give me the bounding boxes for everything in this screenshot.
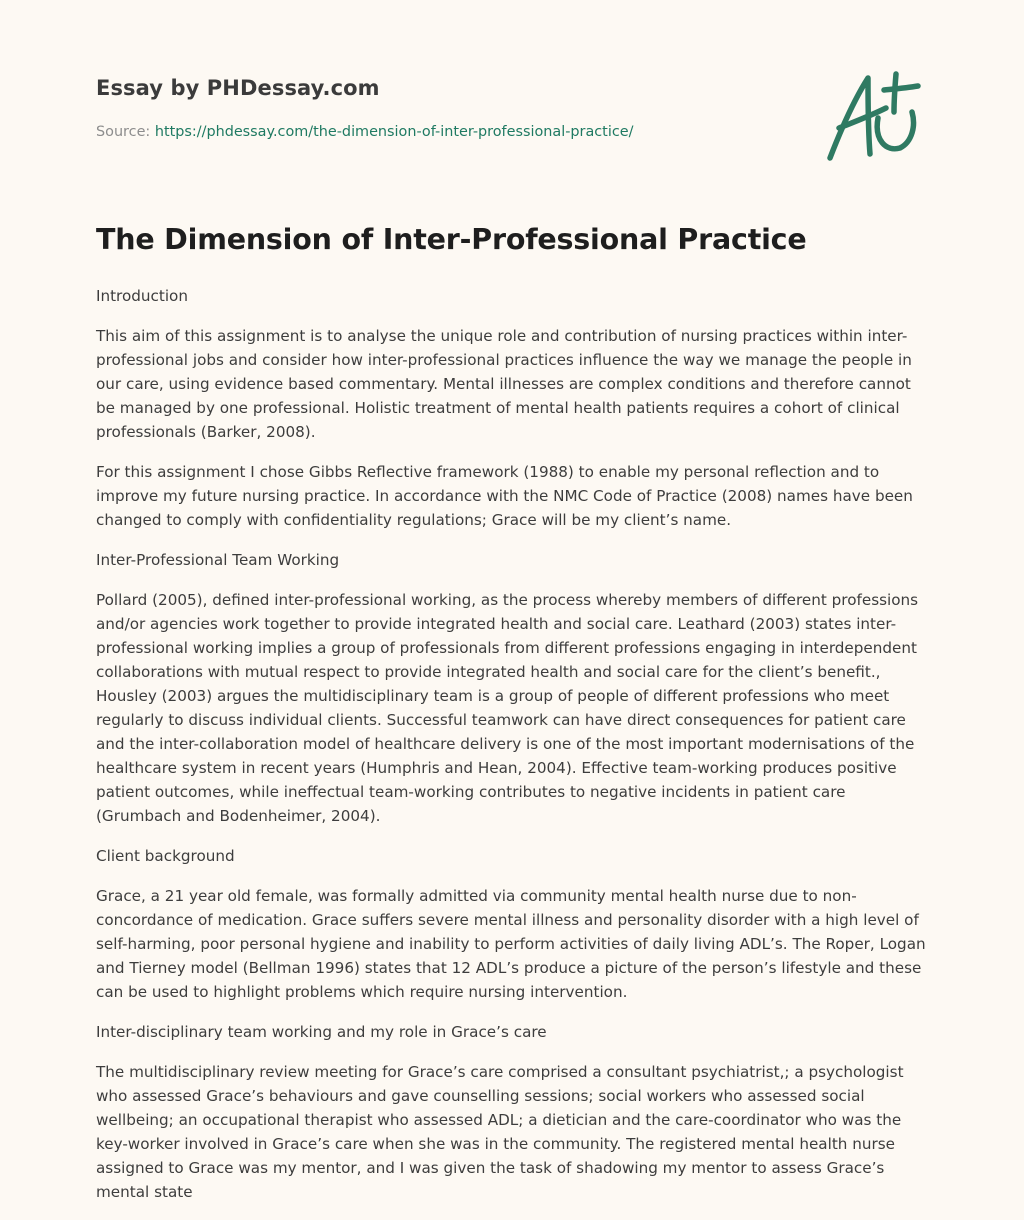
- site-brand: Essay by PHDessay.com: [96, 76, 380, 100]
- paragraph: For this assignment I chose Gibbs Reflective framework (1988) to enable my personal reflection and to improve my future nursing practice. In accordance with the NMC Code of Practice (2008) names have been changed to comply with confidentiality regulations; Grace will be my client’s name.: [96, 463, 913, 529]
- section-heading-client-background: Client background: [96, 847, 235, 865]
- section-heading-team-working: Inter-Professional Team Working: [96, 551, 340, 569]
- paragraph: Grace, a 21 year old female, was formally admitted via community mental health nurse due to non-concordance of medication. Grace suffers severe mental illness and personality disorder with a high level of self-harming, poor personal hygiene and inability to perform activities of daily living ADL’s. The Roper, Logan and Tierney model (Bellman 1996) states that 12 ADL’s produce a picture of the person’s lifestyle and these can be used to highlight problems which require nursing intervention.: [96, 887, 926, 1001]
- source-link[interactable]: https://phdessay.com/the-dimension-of-inter-professional-practice/: [154, 124, 634, 140]
- document-body: [96, 284, 932, 1220]
- source-label: Source:: [96, 124, 155, 140]
- section-heading-my-role: Inter-disciplinary team working and my role in Grace’s care: [96, 1023, 547, 1041]
- paragraph: Pollard (2005), defined inter-professional working, as the process whereby members of different professions and/or agencies work together to provide integrated health and social care. Leathard (2003) states inter-professional working implies a group of professionals from different professions engaging in interdependent collaborations with mutual respect to provide integrated health and social care for the client’s benefit., Housley (2003) argues the multidisciplinary team is a group of people of different professions who meet regularly to discuss individual clients. Successful teamwork can have direct consequences for patient care and the inter-collaboration model of healthcare delivery is one of the most important modernisations of the healthcare system in recent years (Humphris and Hean, 2004). Effective team-working produces positive patient outcomes, while ineffectual team-working contributes to negative incidents in patient care (Grumbach and Bodenheimer, 2004).: [96, 591, 919, 825]
- source-line: [96, 124, 633, 140]
- document-title: The Dimension of Inter-Professional Practice: [96, 223, 807, 256]
- paragraph: The multidisciplinary review meeting for Grace’s care comprised a consultant psychiatrist,; a psychologist who assessed Grace’s behaviours and gave counselling sessions; social workers who assessed social wellbeing; an occupational therapist who assessed ADL; a dietician and the care-coordinator who was the key-worker involved in Grace’s care when she was in the community. The registered mental health nurse assigned to Grace was my mentor, and I was given the task of shadowing my mentor to assess Grace’s mental state: [96, 1063, 904, 1201]
- section-heading-introduction: Introduction: [96, 287, 188, 305]
- paragraph: This aim of this assignment is to analyse the unique role and contribution of nursing practices within inter-professional jobs and consider how inter-professional practices influence the way we manage the people in our care, using evidence based commentary. Mental illnesses are complex conditions and therefore cannot be managed by one professional. Holistic treatment of mental health patients requires a cohort of clinical professionals (Barker, 2008).: [96, 327, 912, 441]
- a-plus-logo-icon: [824, 68, 924, 164]
